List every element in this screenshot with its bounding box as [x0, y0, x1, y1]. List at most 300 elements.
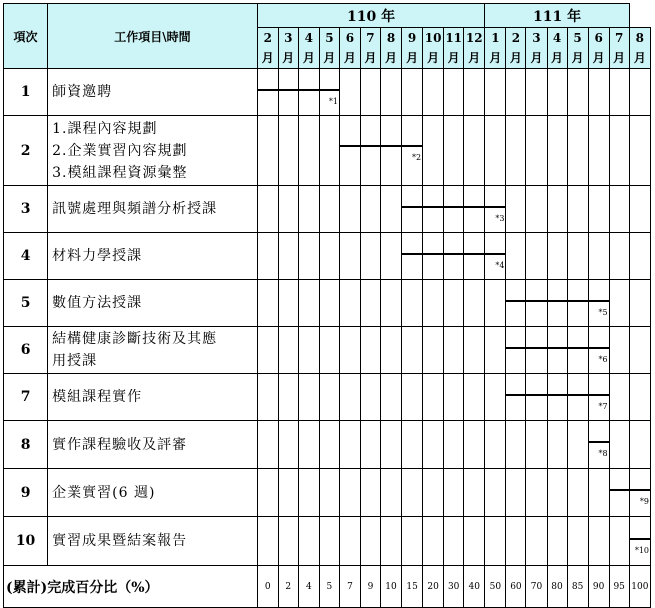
month-cell — [257, 374, 278, 421]
month-header — [609, 28, 629, 69]
month-cell — [464, 186, 485, 233]
month-cell — [298, 280, 319, 327]
completion-percent: 95 — [609, 566, 629, 608]
month-cell — [381, 469, 402, 517]
month-header — [257, 28, 278, 69]
month-number: 4 — [304, 31, 314, 45]
month-cell — [567, 469, 588, 517]
completion-percent: 0 — [257, 566, 278, 608]
month-cell — [381, 280, 402, 327]
month-header — [298, 28, 319, 69]
month-cell — [423, 280, 444, 327]
month-cell — [629, 517, 650, 566]
task-name-line: 模組課程實作 — [52, 389, 143, 405]
month-cell — [506, 327, 526, 374]
month-cell — [257, 116, 278, 186]
month-header — [547, 28, 567, 69]
month-cell — [547, 186, 567, 233]
month-cell — [319, 280, 339, 327]
month-header — [506, 28, 526, 69]
month-unit: 月 — [613, 51, 626, 65]
task-name — [48, 374, 258, 421]
month-cell — [339, 421, 360, 469]
schedule-bar — [484, 206, 506, 208]
month-cell — [298, 233, 319, 280]
month-header — [629, 28, 650, 69]
task-index: 5 — [4, 280, 48, 327]
schedule-bar — [525, 300, 547, 302]
schedule-bar — [319, 89, 340, 91]
month-unit: 月 — [385, 51, 398, 65]
schedule-bar — [422, 206, 444, 208]
completion-percent: 70 — [526, 566, 547, 608]
month-cell — [629, 421, 650, 469]
month-cell — [588, 69, 609, 116]
task-name-line: 訊號處理與頻譜分析授課 — [52, 201, 218, 217]
month-cell — [629, 374, 650, 421]
month-cell — [526, 69, 547, 116]
month-cell — [444, 469, 464, 517]
month-cell — [588, 374, 609, 421]
month-cell — [319, 327, 339, 374]
month-cell — [506, 469, 526, 517]
month-number: 12 — [465, 31, 483, 45]
month-cell — [423, 186, 444, 233]
schedule-bar — [525, 394, 547, 396]
task-index: 8 — [4, 421, 48, 469]
month-cell — [506, 280, 526, 327]
month-cell — [444, 327, 464, 374]
completion-percent: 85 — [567, 566, 588, 608]
completion-percent: 20 — [423, 566, 444, 608]
month-cell — [485, 517, 506, 566]
month-cell — [257, 517, 278, 566]
completion-percent: 50 — [485, 566, 506, 608]
month-cell — [567, 186, 588, 233]
month-cell — [278, 421, 298, 469]
month-cell — [547, 327, 567, 374]
month-header — [423, 28, 444, 69]
footnote-mark: *7 — [598, 402, 608, 411]
month-cell — [298, 69, 319, 116]
schedule-bar — [505, 300, 526, 302]
schedule-bar — [547, 394, 568, 396]
month-cell — [609, 233, 629, 280]
schedule-bar — [588, 394, 610, 396]
month-header — [360, 28, 380, 69]
month-cell — [423, 517, 444, 566]
task-name-line: 實作課程驗收及評審 — [52, 436, 188, 453]
schedule-bar — [443, 206, 464, 208]
index-header: 項次 — [4, 4, 48, 69]
completion-percent: 60 — [506, 566, 526, 608]
schedule-bar — [505, 394, 526, 396]
month-number: 5 — [325, 31, 334, 45]
month-cell — [526, 517, 547, 566]
task-name-line: 3.模組課程資源彙整 — [52, 164, 188, 181]
month-header — [381, 28, 402, 69]
schedule-bar — [278, 89, 299, 91]
schedule-bar — [401, 253, 423, 255]
task-name — [48, 233, 258, 280]
schedule-bar — [505, 347, 526, 349]
month-cell — [444, 233, 464, 280]
month-cell — [629, 116, 650, 186]
month-cell — [506, 186, 526, 233]
month-cell — [526, 233, 547, 280]
month-cell — [339, 327, 360, 374]
month-header — [444, 28, 464, 69]
month-cell — [339, 280, 360, 327]
month-cell — [402, 421, 423, 469]
schedule-bar — [422, 253, 444, 255]
month-cell — [257, 233, 278, 280]
month-cell — [319, 116, 339, 186]
month-cell — [506, 69, 526, 116]
month-cell — [257, 469, 278, 517]
footnote-mark: *3 — [495, 214, 505, 223]
completion-percent: 4 — [298, 566, 319, 608]
task-index: 4 — [4, 233, 48, 280]
month-cell — [629, 327, 650, 374]
month-number: 6 — [345, 31, 355, 45]
completion-percent: 30 — [444, 566, 464, 608]
month-cell — [360, 469, 380, 517]
month-cell — [464, 327, 485, 374]
month-cell — [381, 116, 402, 186]
year-header: 111 年 — [485, 4, 629, 28]
month-cell — [526, 327, 547, 374]
month-cell — [526, 280, 547, 327]
task-name — [48, 116, 258, 186]
month-cell — [360, 69, 380, 116]
month-cell — [609, 469, 629, 517]
task-name-line: 材料力學授課 — [52, 248, 143, 264]
month-cell — [339, 469, 360, 517]
month-unit: 月 — [633, 51, 646, 65]
month-cell — [464, 469, 485, 517]
month-cell — [609, 116, 629, 186]
task-name — [48, 421, 258, 469]
month-cell — [567, 517, 588, 566]
completion-percent: 40 — [464, 566, 485, 608]
month-cell — [319, 186, 339, 233]
task-name-line: 用授課 — [52, 353, 98, 369]
month-unit: 月 — [551, 51, 564, 65]
month-cell — [278, 116, 298, 186]
month-unit: 月 — [343, 51, 356, 65]
task-row — [4, 69, 651, 116]
task-index: 9 — [4, 469, 48, 517]
schedule-bar — [629, 489, 651, 491]
month-number: 5 — [573, 31, 582, 45]
month-cell — [339, 233, 360, 280]
month-cell — [360, 327, 380, 374]
month-unit: 月 — [282, 51, 295, 65]
month-cell — [298, 327, 319, 374]
month-cell — [278, 517, 298, 566]
task-name — [48, 517, 258, 566]
month-number: 8 — [635, 31, 645, 45]
month-cell — [629, 69, 650, 116]
completion-percent: 2 — [278, 566, 298, 608]
month-cell — [319, 69, 339, 116]
month-cell — [485, 116, 506, 186]
task-index: 2 — [4, 116, 48, 186]
month-unit: 月 — [406, 51, 419, 65]
schedule-bar — [525, 347, 547, 349]
month-cell — [298, 421, 319, 469]
month-unit: 月 — [364, 51, 377, 65]
month-unit: 月 — [530, 51, 543, 65]
month-cell — [547, 469, 567, 517]
completion-percent: 100 — [629, 566, 650, 608]
month-cell — [298, 517, 319, 566]
month-header — [526, 28, 547, 69]
month-cell — [360, 421, 380, 469]
task-name-line: 數值方法授課 — [52, 295, 143, 311]
month-cell — [402, 69, 423, 116]
month-cell — [402, 517, 423, 566]
month-cell — [360, 280, 380, 327]
month-cell — [444, 280, 464, 327]
footnote-mark: *5 — [598, 308, 608, 317]
month-number: 4 — [552, 31, 562, 45]
month-cell — [588, 280, 609, 327]
schedule-bar — [567, 394, 589, 396]
month-cell — [464, 280, 485, 327]
month-cell — [547, 233, 567, 280]
month-cell — [464, 116, 485, 186]
task-name-line: 師資邀聘 — [52, 84, 113, 100]
schedule-bar — [588, 347, 610, 349]
month-cell — [485, 469, 506, 517]
month-cell — [402, 327, 423, 374]
month-cell — [298, 469, 319, 517]
month-cell — [444, 517, 464, 566]
month-cell — [609, 327, 629, 374]
task-name-line: 1.課程內容規劃 — [52, 120, 158, 137]
month-number: 2 — [511, 31, 521, 45]
schedule-bar — [567, 347, 589, 349]
month-cell — [298, 186, 319, 233]
month-number: 3 — [532, 31, 541, 45]
task-name — [48, 69, 258, 116]
month-cell — [278, 327, 298, 374]
month-cell — [506, 421, 526, 469]
month-cell — [423, 374, 444, 421]
month-cell — [381, 233, 402, 280]
month-header — [588, 28, 609, 69]
task-index: 10 — [4, 517, 48, 566]
month-cell — [444, 69, 464, 116]
month-cell — [257, 421, 278, 469]
month-cell — [485, 374, 506, 421]
schedule-bar — [547, 347, 568, 349]
month-cell — [609, 280, 629, 327]
schedule-bar — [401, 145, 423, 147]
month-unit: 月 — [489, 51, 502, 65]
schedule-bar — [588, 441, 610, 443]
month-cell — [485, 69, 506, 116]
task-row — [4, 116, 651, 186]
month-unit: 月 — [323, 51, 336, 65]
month-cell — [485, 233, 506, 280]
month-cell — [278, 374, 298, 421]
month-cell — [278, 69, 298, 116]
month-cell — [339, 517, 360, 566]
schedule-bar — [629, 538, 651, 540]
month-cell — [402, 116, 423, 186]
month-number: 7 — [614, 31, 624, 45]
task-row — [4, 233, 651, 280]
task-row — [4, 517, 651, 566]
task-name-line: 2.企業實習內容規劃 — [52, 142, 188, 159]
month-cell — [567, 116, 588, 186]
month-cell — [464, 233, 485, 280]
month-cell — [381, 421, 402, 469]
footnote-mark: *8 — [598, 449, 608, 458]
month-cell — [567, 69, 588, 116]
footnote-mark: *2 — [412, 153, 422, 162]
month-cell — [485, 421, 506, 469]
month-unit: 月 — [592, 51, 605, 65]
footnote-mark: *1 — [328, 97, 338, 106]
month-cell — [567, 374, 588, 421]
completion-label: (累計)完成百分比（%） — [4, 566, 258, 608]
month-number: 1 — [491, 31, 500, 45]
completion-percent: 15 — [402, 566, 423, 608]
task-index: 7 — [4, 374, 48, 421]
month-cell — [402, 186, 423, 233]
month-number: 9 — [407, 31, 417, 45]
month-cell — [423, 233, 444, 280]
task-name — [48, 327, 258, 374]
task-row — [4, 421, 651, 469]
month-cell — [402, 280, 423, 327]
month-cell — [588, 517, 609, 566]
month-cell — [444, 421, 464, 469]
month-unit: 月 — [427, 51, 440, 65]
month-cell — [567, 280, 588, 327]
task-index: 6 — [4, 327, 48, 374]
month-cell — [278, 469, 298, 517]
schedule-bar — [339, 145, 361, 147]
month-cell — [588, 116, 609, 186]
completion-percent: 5 — [319, 566, 339, 608]
month-cell — [319, 469, 339, 517]
schedule-bar — [443, 253, 464, 255]
month-cell — [609, 421, 629, 469]
month-cell — [360, 186, 380, 233]
month-cell — [360, 517, 380, 566]
month-cell — [402, 233, 423, 280]
month-cell — [629, 186, 650, 233]
month-cell — [567, 421, 588, 469]
month-cell — [464, 374, 485, 421]
month-cell — [319, 233, 339, 280]
month-number: 2 — [263, 31, 272, 45]
month-cell — [547, 280, 567, 327]
month-unit: 月 — [509, 51, 522, 65]
month-cell — [547, 69, 567, 116]
month-cell — [319, 517, 339, 566]
month-cell — [444, 374, 464, 421]
month-cell — [423, 469, 444, 517]
month-cell — [547, 374, 567, 421]
schedule-bar — [401, 206, 423, 208]
completion-percent: 10 — [381, 566, 402, 608]
month-cell — [423, 116, 444, 186]
month-cell — [257, 69, 278, 116]
month-header — [485, 28, 506, 69]
month-unit: 月 — [447, 51, 460, 65]
month-cell — [588, 233, 609, 280]
task-name — [48, 186, 258, 233]
month-cell — [464, 517, 485, 566]
year-header-row — [4, 4, 651, 28]
task-name-line: 實習成果暨結案報告 — [52, 533, 188, 549]
month-cell — [526, 116, 547, 186]
month-cell — [609, 374, 629, 421]
task-name — [48, 469, 258, 517]
schedule-bar — [298, 89, 320, 91]
month-cell — [319, 374, 339, 421]
completion-percent: 90 — [588, 566, 609, 608]
month-cell — [588, 186, 609, 233]
month-cell — [423, 327, 444, 374]
month-cell — [257, 327, 278, 374]
month-unit: 月 — [302, 51, 315, 65]
month-cell — [360, 233, 380, 280]
task-index: 3 — [4, 186, 48, 233]
month-cell — [319, 421, 339, 469]
month-cell — [547, 421, 567, 469]
month-header — [567, 28, 588, 69]
month-cell — [444, 186, 464, 233]
schedule-bar — [547, 300, 568, 302]
month-cell — [444, 116, 464, 186]
schedule-table — [3, 3, 651, 608]
footnote-mark: *4 — [495, 261, 505, 270]
schedule-bar — [484, 253, 506, 255]
month-cell — [381, 186, 402, 233]
month-unit: 月 — [571, 51, 584, 65]
month-cell — [402, 469, 423, 517]
month-cell — [588, 327, 609, 374]
task-name-line: 企業實習(6 週) — [52, 484, 156, 501]
task-row — [4, 186, 651, 233]
month-cell — [339, 69, 360, 116]
month-cell — [278, 186, 298, 233]
month-cell — [629, 233, 650, 280]
schedule-bar — [463, 206, 485, 208]
month-cell — [402, 374, 423, 421]
month-cell — [526, 186, 547, 233]
month-cell — [278, 233, 298, 280]
year-header: 110 年 — [257, 4, 485, 28]
month-number: 7 — [366, 31, 375, 45]
month-cell — [360, 374, 380, 421]
month-cell — [567, 233, 588, 280]
month-header — [339, 28, 360, 69]
task-row — [4, 374, 651, 421]
month-header — [319, 28, 339, 69]
month-cell — [588, 421, 609, 469]
work-item-header: 工作項目\時間 — [48, 4, 258, 69]
month-cell — [339, 374, 360, 421]
month-cell — [629, 469, 650, 517]
